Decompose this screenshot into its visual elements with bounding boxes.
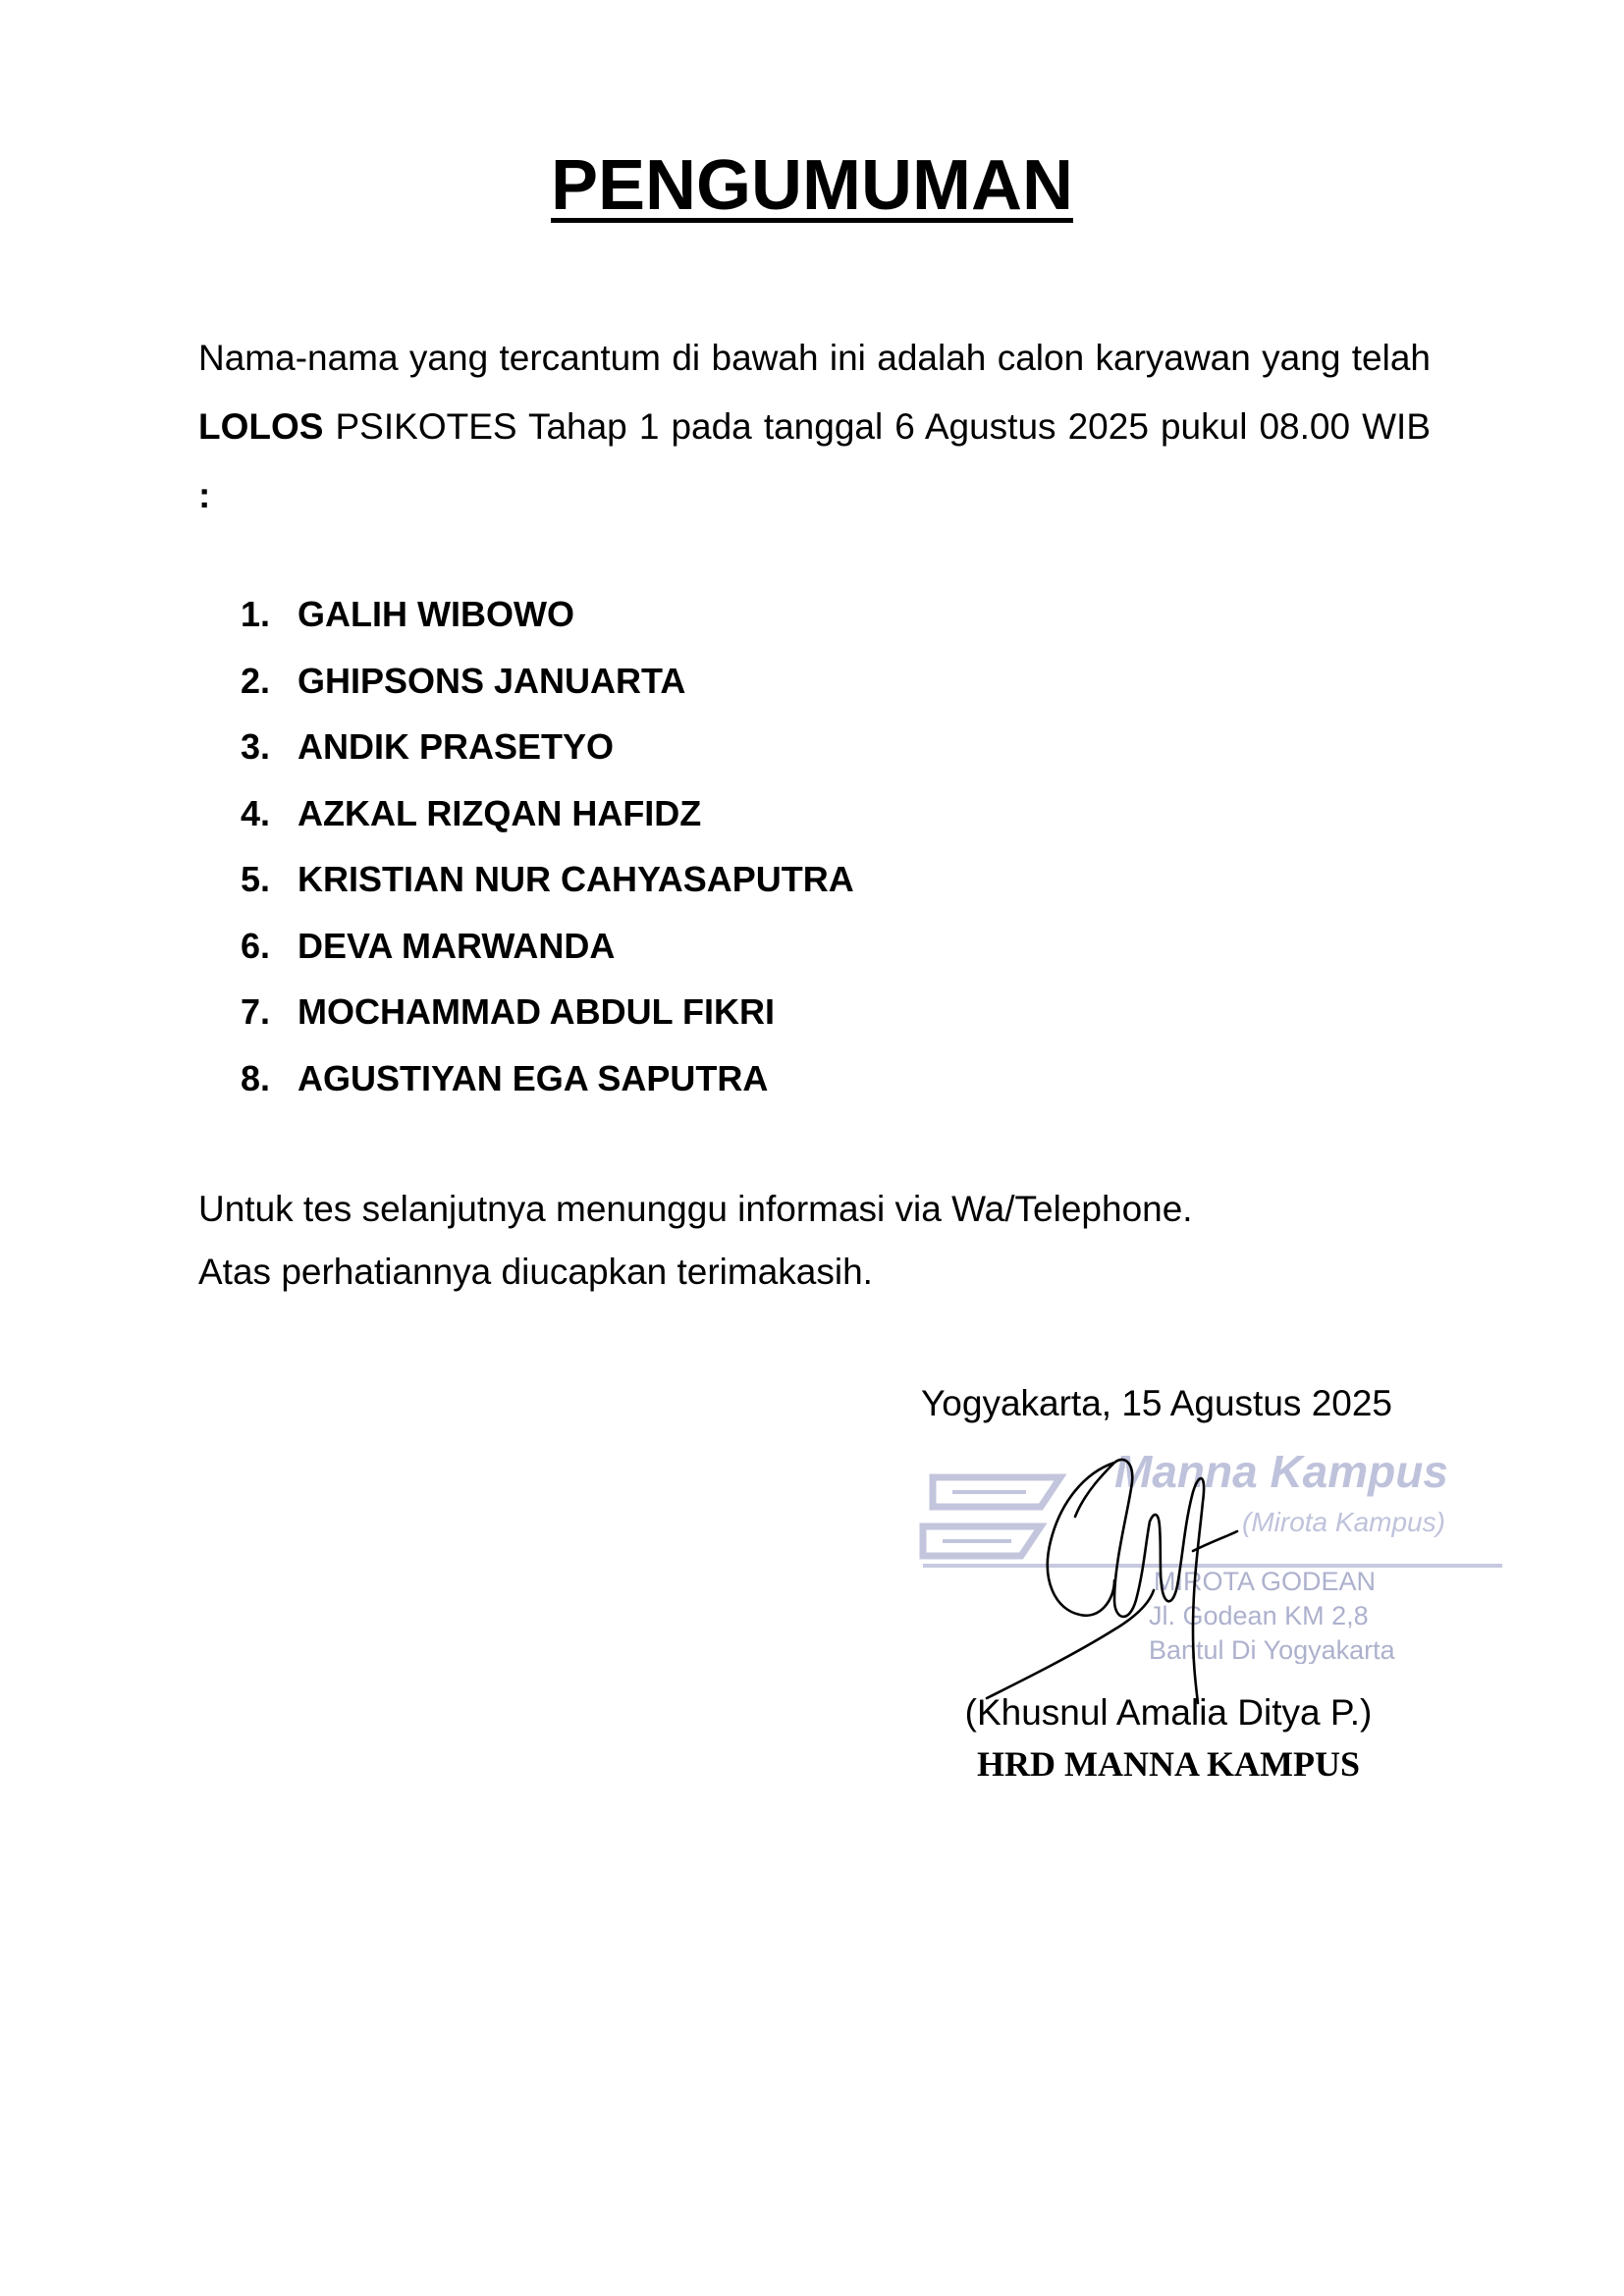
intro-colon: : xyxy=(198,475,211,515)
list-item xyxy=(241,1045,854,1112)
intro-text-start: Nama-nama yang tercantum di bawah ini adalah calon karyawan yang telah xyxy=(198,338,1431,378)
signer-position: HRD MANNA KAMPUS xyxy=(977,1744,1360,1784)
stamp-brand: Manna Kampus xyxy=(1114,1446,1448,1497)
closing-text xyxy=(198,1178,1193,1304)
passed-candidates-list xyxy=(241,581,854,1111)
list-item-name: AGUSTIYAN EGA SAPUTRA xyxy=(298,1057,769,1098)
stamp-line-1: MIROTA GODEAN xyxy=(1154,1567,1377,1596)
title-text: PENGUMUMAN xyxy=(551,146,1073,225)
list-item xyxy=(241,648,854,715)
list-item-name: DEVA MARWANDA xyxy=(298,925,616,966)
list-item-name: AZKAL RIZQAN HAFIDZ xyxy=(298,792,702,833)
intro-paragraph xyxy=(198,324,1431,530)
closing-line-info: Untuk tes selanjutnya menunggu informasi via Wa/Telephone. xyxy=(198,1189,1193,1229)
closing-line-thanks: Atas perhatiannya diucapkan terimakasih. xyxy=(198,1252,873,1292)
page-title xyxy=(0,147,1624,225)
list-item-name: GHIPSONS JANUARTA xyxy=(298,660,686,701)
list-item-name: ANDIK PRASETYO xyxy=(298,726,615,767)
list-item-name: KRISTIAN NUR CAHYASAPUTRA xyxy=(298,859,854,899)
list-item-number: 8. xyxy=(241,1057,271,1098)
signer-block xyxy=(923,1688,1414,1790)
list-item-name: MOCHAMMAD ABDUL FIKRI xyxy=(298,991,775,1032)
list-item-number: 1. xyxy=(241,594,271,634)
stamp-line-2: Jl. Godean KM 2,8 xyxy=(1149,1601,1369,1630)
list-item xyxy=(241,714,854,780)
list-item xyxy=(241,913,854,980)
stamp-line-3: Bantul Di Yogyakarta xyxy=(1149,1635,1395,1664)
intro-text-end: PSIKOTES Tahap 1 pada tanggal 6 Agustus 2025 pukul 08.00 WIB xyxy=(323,406,1431,447)
list-item xyxy=(241,979,854,1045)
list-item-number: 5. xyxy=(241,859,271,899)
signer-name: (Khusnul Amalia Ditya P.) xyxy=(964,1692,1373,1733)
list-item xyxy=(241,846,854,913)
list-item-number: 6. xyxy=(241,925,271,966)
list-item-name: GALIH WIBOWO xyxy=(298,594,574,634)
intro-bold-word: LOLOS xyxy=(198,406,324,447)
list-item-number: 4. xyxy=(241,792,271,833)
list-item xyxy=(241,581,854,648)
place-and-date: Yogyakarta, 15 Agustus 2025 xyxy=(921,1383,1393,1423)
list-item xyxy=(241,780,854,847)
handwritten-signature xyxy=(967,1433,1262,1708)
list-item-number: 3. xyxy=(241,726,271,767)
stamp-sub: (Mirota Kampus) xyxy=(1242,1507,1445,1537)
list-item-number: 2. xyxy=(241,660,271,701)
list-item-number: 7. xyxy=(241,991,271,1032)
